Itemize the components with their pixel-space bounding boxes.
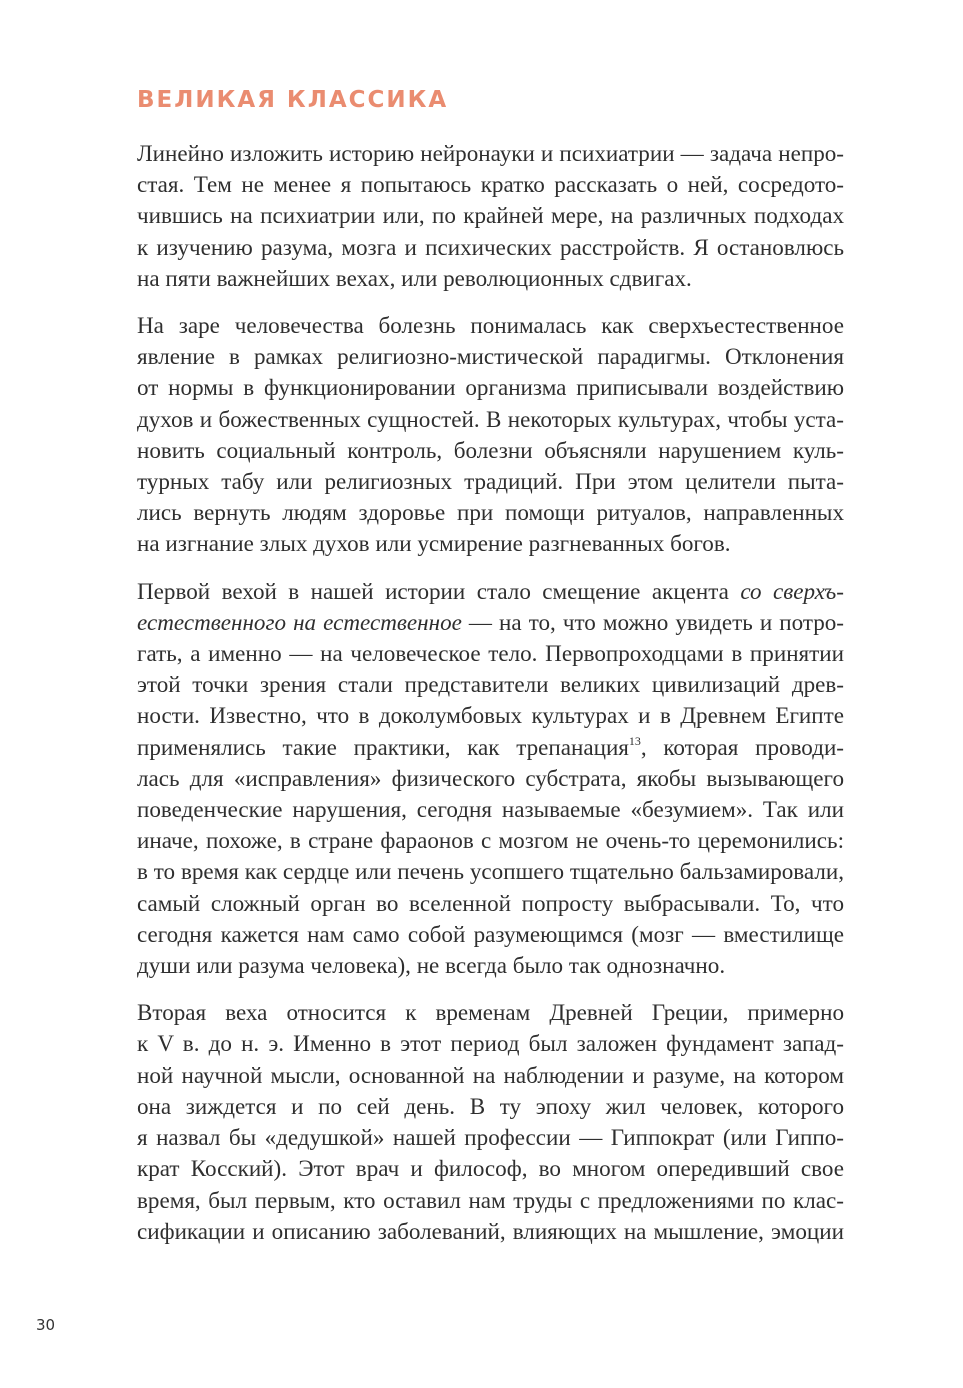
text-line: духов и божественных сущностей. В некоторых культурах, чтобы уста- xyxy=(137,405,844,432)
text-line: явление в рамках религиозно-мистической парадигмы. Отклонения xyxy=(137,343,844,370)
text-run: — на то, что можно увидеть и потро- xyxy=(461,608,844,635)
text-line: крат Косский). Этот врач и философ, во многом опередивший свое xyxy=(137,1155,844,1182)
text-run: применялись такие практики, как трепанация xyxy=(137,733,629,760)
text-line: гать, а именно — на человеческое тело. Первопроходцами в принятии xyxy=(137,640,844,667)
paragraph-1 xyxy=(137,138,844,294)
text-line xyxy=(137,607,844,638)
text-line: Линейно изложить историю нейронауки и психиатрии — задача непро- xyxy=(137,140,844,166)
text-line: новить социальный контроль, болезни объясняли нарушением куль- xyxy=(137,436,844,463)
text-line: сегодня кажется нам само собой разумеющимся (мозг — вместилище xyxy=(137,920,844,947)
paragraph-3 xyxy=(137,576,844,982)
text-line: самый сложный орган во вселенной попросту выбрасывали. То, что xyxy=(137,889,844,916)
text-line: к изучению разума, мозга и психических расстройств. Я остановлюсь xyxy=(137,233,844,260)
text-line: лись вернуть людям здоровье при помощи ритуалов, направленных xyxy=(137,499,844,526)
text-line xyxy=(137,732,844,763)
footnote-ref[interactable]: 13 xyxy=(628,733,641,748)
text-line: я назвал бы «дедушкой» нашей профессии — Гиппократ (или Гиппо- xyxy=(137,1124,844,1151)
section-heading: ВЕЛИКАЯ КЛАССИКА xyxy=(137,87,449,113)
page-number: 30 xyxy=(36,1316,56,1334)
text-line: этой точки зрения стали представители великих цивилизаций древ- xyxy=(137,671,844,698)
text-line: иначе, похоже, в стране фараонов с мозгом не очень-то церемонились: xyxy=(137,827,844,854)
text-line: от нормы в функционировании организма приписывали воздействию xyxy=(137,374,844,401)
text-line: время, был первым, кто оставил нам труды с предложениями по клас- xyxy=(137,1186,844,1213)
text-line: чившись на психиатрии или, по крайней мере, на различных подходах xyxy=(137,202,844,229)
text-line: на пяти важнейших вехах, или революционных сдвигах. xyxy=(137,264,692,291)
text-line: лась для «исправления» физического субстрата, якобы вызывающего xyxy=(137,764,844,791)
text-line: души или разума человека), не всегда было так однозначно. xyxy=(137,952,726,979)
text-line: к V в. до н. э. Именно в этот период был заложен фундамент запад- xyxy=(137,1030,844,1057)
text-line: Вторая веха относится к временам Древней Греции, примерно xyxy=(137,999,844,1026)
italic-text: со сверхъ- xyxy=(740,577,844,604)
text-line: ности. Известно, что в доколумбовых культурах и в Древнем Египте xyxy=(137,702,844,729)
text-line: На заре человечества болезнь понималась как сверхъестественное xyxy=(137,312,844,339)
body-text xyxy=(137,138,844,1263)
italic-text: естественного на естественное xyxy=(137,608,462,635)
text-line: поведенческие нарушения, сегодня называемые «безумием». Так или xyxy=(137,796,844,823)
text-line: стая. Тем не менее я попытаюсь кратко рассказать о ней, сосредото- xyxy=(137,171,844,198)
text-line: сификации и описанию заболеваний, влияющих на мышление, эмоции xyxy=(137,1217,844,1244)
text-run: Первой вехой в нашей истории стало смещение акцента xyxy=(137,577,741,604)
text-line xyxy=(137,576,844,607)
paragraph-2 xyxy=(137,310,844,560)
text-line: ной научной мысли, основанной на наблюдении и разуме, на котором xyxy=(137,1061,844,1088)
text-line: на изгнание злых духов или усмирение разгневанных богов. xyxy=(137,530,731,557)
text-line: турных табу или религиозных традиций. При этом целители пыта- xyxy=(137,468,844,495)
text-line: в то время как сердце или печень усопшего тщательно бальзамировали, xyxy=(137,858,844,885)
paragraph-4 xyxy=(137,997,844,1247)
text-line: она зиждется и по сей день. В ту эпоху жил человек, которого xyxy=(137,1092,844,1119)
text-run: , которая проводи- xyxy=(640,733,844,760)
